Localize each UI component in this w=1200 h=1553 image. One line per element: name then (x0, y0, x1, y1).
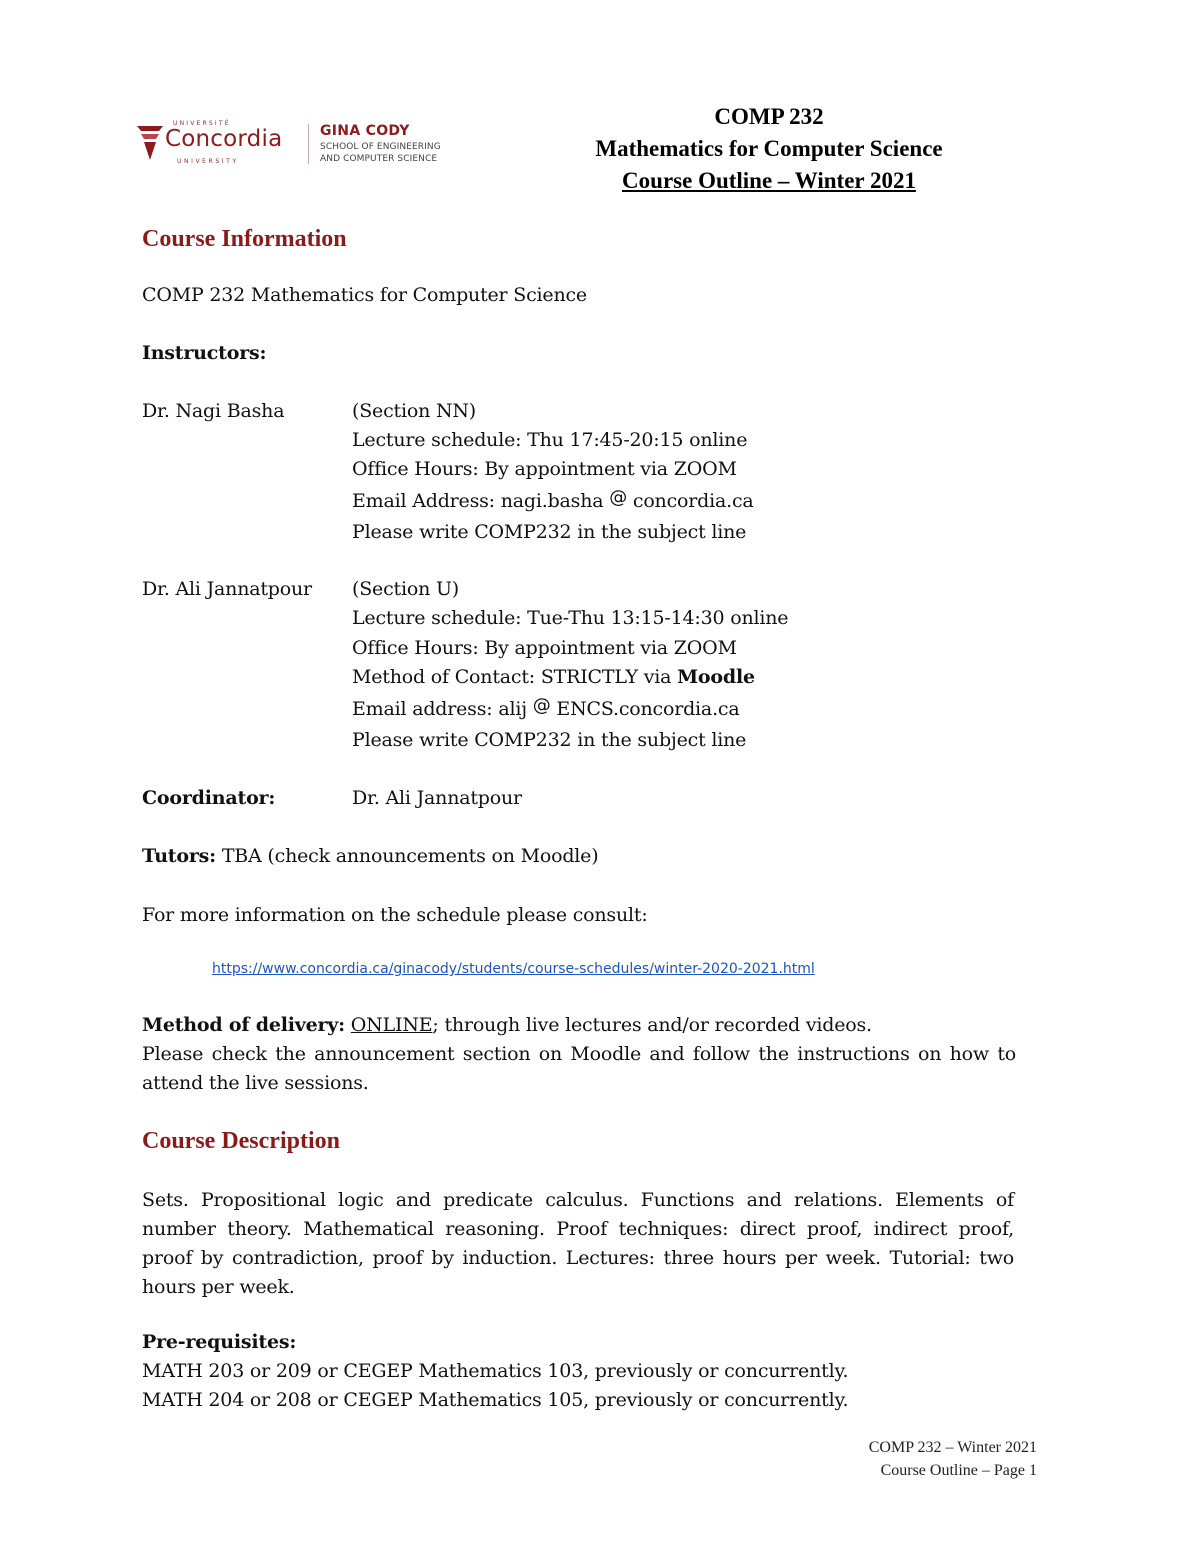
schedule-note: For more information on the schedule please consult: (142, 904, 648, 926)
logo-university-text: UNIVERSITY (177, 158, 239, 165)
concordia-crest-icon (135, 122, 165, 164)
instructor-contact-method (352, 666, 755, 688)
at-symbol: @ (532, 695, 551, 716)
delivery-paragraph: Please check the announcement section on Moodle and follow the instructions on how to attend the live sessions. (142, 1043, 1016, 1094)
logo-concordia-wordmark: Concordia (165, 126, 283, 152)
tutors-label: Tutors: (142, 845, 216, 867)
tutors-value: TBA (check announcements on Moodle) (221, 845, 599, 867)
tutors-line (142, 845, 598, 867)
instructor-office-hours: Office Hours: By appointment via ZOOM (352, 637, 737, 659)
logo-gina-cody: GINA CODY (320, 123, 410, 139)
instructor-section: (Section NN) (352, 400, 477, 422)
course-information-heading: Course Information (142, 226, 347, 252)
header-course-code: COMP 232 (714, 104, 824, 129)
instructor-email (352, 695, 740, 720)
instructor-email-prefix: Email address: alij (352, 698, 527, 720)
footer-page: Course Outline – Page 1 (880, 1462, 1037, 1479)
instructor-email-domain: ENCS.concordia.ca (556, 698, 740, 720)
footer-course: COMP 232 – Winter 2021 (868, 1439, 1037, 1456)
instructor-subject-note: Please write COMP232 in the subject line (352, 521, 747, 543)
instructor-lecture-schedule: Lecture schedule: Tue-Thu 13:15-14:30 online (352, 607, 789, 629)
instructor-subject-note: Please write COMP232 in the subject line (352, 729, 747, 751)
delivery-line (142, 1014, 872, 1036)
delivery-label: Method of delivery: (142, 1014, 345, 1036)
logo-school-line2: SCHOOL OF ENGINEERING (320, 142, 441, 152)
delivery-rest: ; through live lectures and/or recorded videos. (432, 1014, 872, 1036)
course-description-text: Sets. Propositional logic and predicate calculus. Functions and relations. Elements of number theory. Mathematical reasoning. Proof techniques: direct proof, indirect proof, proof by contradiction, proof by induction. Lectures: three hours per week. Tutorial: two hours per week. (142, 1189, 1014, 1298)
instructor-lecture-schedule: Lecture schedule: Thu 17:45-20:15 online (352, 429, 748, 451)
instructor-name: Dr. Nagi Basha (142, 400, 285, 422)
header-outline-title: Course Outline – Winter 2021 (622, 168, 916, 193)
schedule-link[interactable]: https://www.concordia.ca/ginacody/students/course-schedules/winter-2020-2021.html (212, 961, 815, 977)
instructor-email-prefix: Email Address: nagi.basha (352, 490, 604, 512)
header-course-title: Mathematics for Computer Science (595, 136, 943, 161)
instructor-email (352, 487, 754, 512)
logo-school-line3: AND COMPUTER SCIENCE (320, 154, 438, 164)
logo-universite-text: UNIVERSITÉ (173, 120, 231, 127)
prerequisite-line: MATH 204 or 208 or CEGEP Mathematics 105, previously or concurrently. (142, 1389, 849, 1411)
instructor-office-hours: Office Hours: By appointment via ZOOM (352, 458, 737, 480)
coordinator-name: Dr. Ali Jannatpour (352, 787, 522, 809)
contact-method-moodle: Moodle (677, 666, 755, 688)
contact-method-text: Method of Contact: STRICTLY via (352, 666, 672, 688)
instructor-email-domain: concordia.ca (632, 490, 754, 512)
logo-divider (308, 124, 309, 164)
course-line: COMP 232 Mathematics for Computer Science (142, 284, 587, 306)
at-symbol: @ (609, 487, 628, 508)
instructor-name: Dr. Ali Jannatpour (142, 578, 312, 600)
concordia-gina-cody-logo (135, 120, 465, 170)
coordinator-label: Coordinator: (142, 787, 276, 809)
course-description-heading: Course Description (142, 1128, 340, 1154)
delivery-mode: ONLINE (350, 1014, 433, 1036)
prerequisites-label: Pre-requisites: (142, 1331, 297, 1353)
instructor-section: (Section U) (352, 578, 459, 600)
prerequisite-line: MATH 203 or 209 or CEGEP Mathematics 103, previously or concurrently. (142, 1360, 849, 1382)
instructors-label: Instructors: (142, 342, 267, 364)
